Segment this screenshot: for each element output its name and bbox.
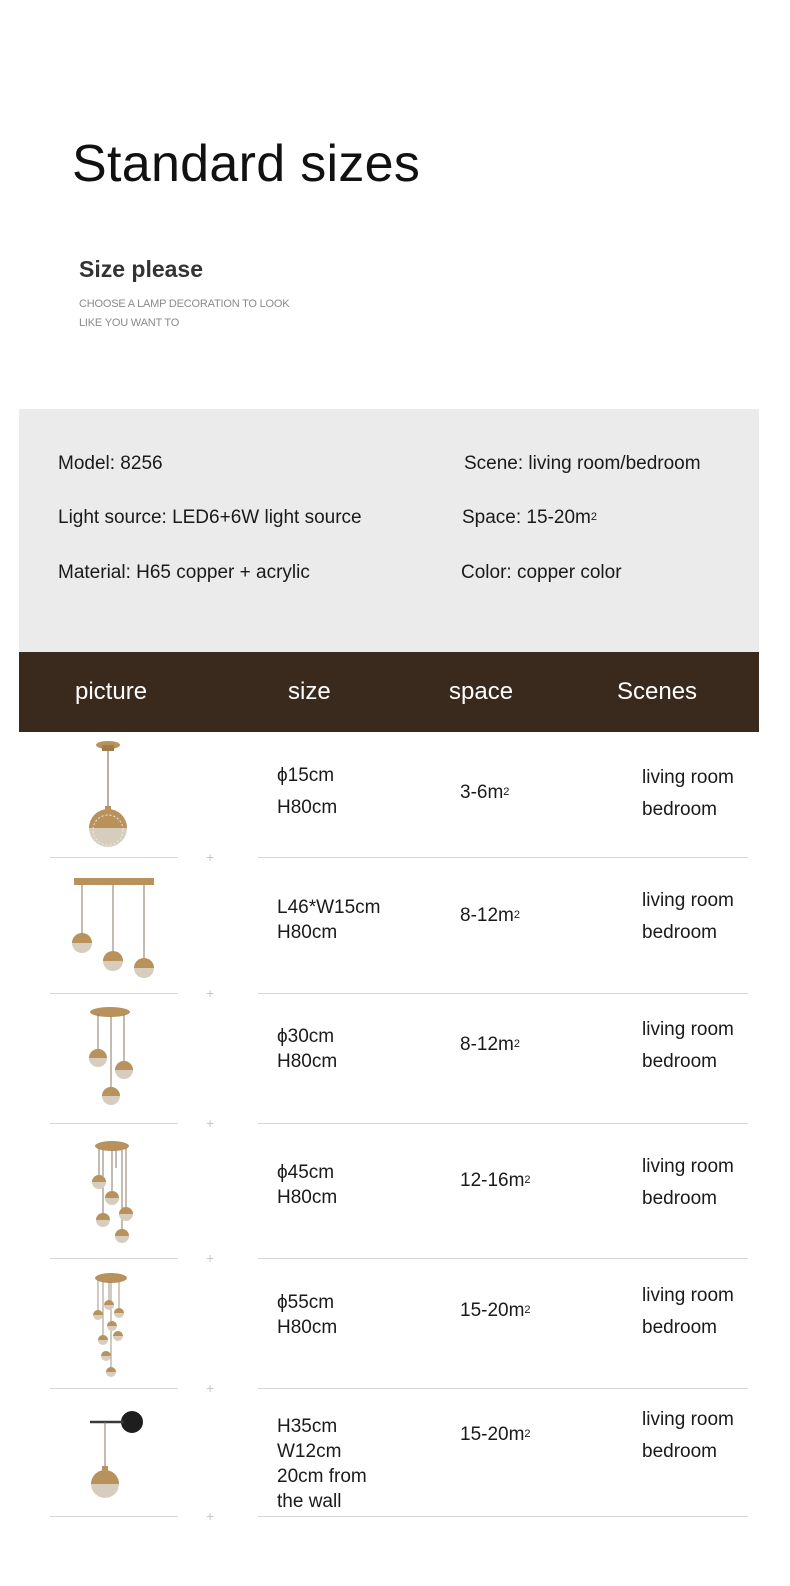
table-header [19,652,759,732]
row-2-scene-line-2: bedroom [642,922,717,943]
row-3-size-line-2: H80cm [277,1051,338,1072]
row-6-space [460,1422,531,1450]
superscript: 2 [590,511,597,523]
row-4-scene-line-2: bedroom [642,1188,717,1209]
plus-separator-icon: + [206,1115,215,1131]
row-1-size-line-1: ϕ15cm [277,765,335,786]
row-3-scene-line-2: bedroom [642,1051,717,1072]
row-1-scene-line-1: living room [642,767,734,788]
spec-space [462,506,597,532]
row-4-size-line-1: ϕ45cm [277,1162,335,1183]
row-5-space-text: 15-20m [460,1300,525,1321]
section-subtitle: Size please [79,256,204,282]
row-5-scene-line-2: bedroom [642,1317,717,1338]
tagline-line-1: CHOOSE A LAMP DECORATION TO LOOK [79,298,290,310]
row-3-space [460,1032,520,1060]
column-header-scenes: Scenes [617,678,698,705]
tagline-line-2: LIKE YOU WANT TO [79,317,180,329]
page-title: Standard sizes [72,135,421,193]
row-1-space [460,780,509,808]
six-globe-cluster-pendant-lamp-image [86,1138,138,1250]
row-6-size-line-2: W12cm [277,1441,342,1462]
row-4-space [460,1168,531,1196]
row-3-space-text: 8-12m [460,1034,514,1055]
spec-color: Color: copper color [461,562,622,583]
column-header-size: size [288,678,331,705]
row-1-size-line-2: H80cm [277,797,338,818]
plus-separator-icon: + [206,1508,215,1524]
row-1-space-text: 3-6m [460,782,504,803]
row-divider-right [258,993,748,994]
row-3-scene-line-1: living room [642,1019,734,1040]
row-5-size-line-1: ϕ55cm [277,1292,335,1313]
row-6-scene-line-2: bedroom [642,1441,717,1462]
row-6-space-text: 15-20m [460,1424,525,1445]
row-divider-right [258,1516,748,1517]
superscript: 2 [503,786,510,798]
row-5-scene-line-1: living room [642,1285,734,1306]
row-divider-right [258,857,748,858]
row-6-size-line-1: H35cm [277,1416,338,1437]
spec-scene: Scene: living room/bedroom [464,453,701,474]
column-header-space: space [449,678,514,705]
row-6-scene-line-1: living room [642,1409,734,1430]
row-divider-right [258,1123,748,1124]
row-divider-right [258,1388,748,1389]
row-5-size-line-2: H80cm [277,1317,338,1338]
single-globe-pendant-lamp-image [80,740,136,848]
row-3-size-line-1: ϕ30cm [277,1026,335,1047]
row-5-space [460,1298,531,1326]
plus-separator-icon: + [206,1250,215,1266]
row-divider-left [50,1123,178,1124]
row-divider-right [258,1258,748,1259]
ten-globe-cascade-pendant-lamp-image [88,1270,134,1380]
row-4-size-line-2: H80cm [277,1187,338,1208]
plus-separator-icon: + [206,985,215,1001]
row-2-size-line-1: L46*W15cm [277,897,381,918]
superscript: 2 [513,1038,520,1050]
plus-separator-icon: + [206,1380,215,1396]
superscript: 2 [524,1428,531,1440]
row-divider-left [50,1388,178,1389]
plus-separator-icon: + [206,849,215,865]
spec-model: Model: 8256 [58,453,163,474]
superscript: 2 [513,909,520,921]
superscript: 2 [524,1174,531,1186]
spec-light-source: Light source: LED6+6W light source [58,507,362,528]
superscript: 2 [524,1304,531,1316]
row-2-space-text: 8-12m [460,905,514,926]
row-6-size-line-4: the wall [277,1491,342,1512]
row-1-scene-line-2: bedroom [642,799,717,820]
row-divider-left [50,1258,178,1259]
spec-space-text: Space: 15-20m [462,507,591,528]
three-globe-linear-pendant-lamp-image [66,876,162,984]
row-4-space-text: 12-16m [460,1170,525,1191]
spec-material: Material: H65 copper + acrylic [58,562,310,583]
row-4-scene-line-1: living room [642,1156,734,1177]
row-divider-left [50,1516,178,1517]
three-globe-round-pendant-lamp-image [80,1004,140,1110]
row-divider-left [50,993,178,994]
spec-panel [19,409,759,652]
row-2-space [460,903,520,931]
row-2-scene-line-1: living room [642,890,734,911]
row-2-size-line-2: H80cm [277,922,338,943]
row-6-size-line-3: 20cm from [277,1466,367,1487]
wall-sconce-globe-lamp-image [84,1408,146,1500]
row-divider-left [50,857,178,858]
column-header-picture: picture [75,678,148,705]
